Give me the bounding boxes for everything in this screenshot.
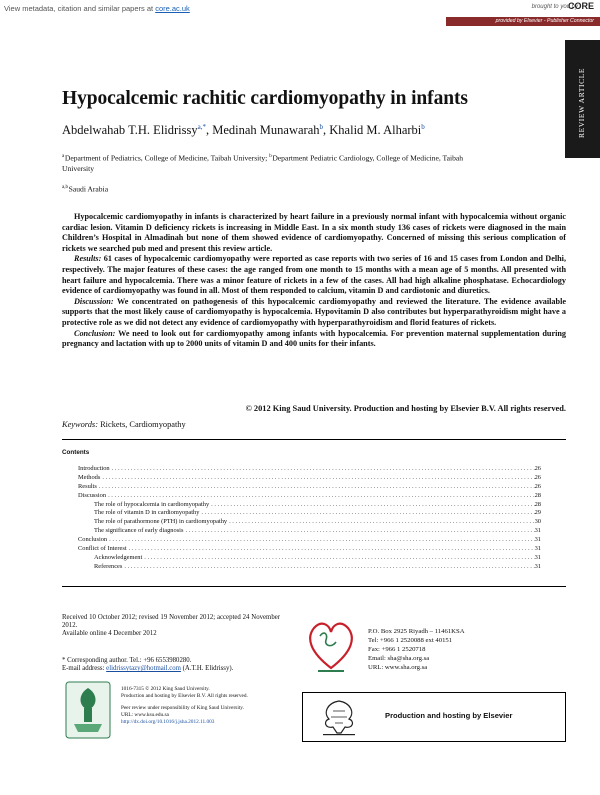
contact-url[interactable]: URL: www.sha.org.sa bbox=[368, 663, 428, 671]
affiliation-a: Department of Pediatrics, College of Medicine, Taibah University; bbox=[64, 153, 270, 163]
email-suffix: (A.T.H. Elidrissy). bbox=[180, 665, 234, 673]
toc-leader bbox=[97, 483, 535, 492]
production-line: Production and hosting by Elsevier B.V. All rights reserved. bbox=[121, 693, 248, 700]
toc-leader bbox=[227, 518, 535, 527]
fax: Fax: +966 1 2520718 bbox=[368, 645, 426, 653]
issn-line: 1016-7315 © 2012 King Saud University. bbox=[121, 686, 210, 692]
email-line bbox=[62, 665, 292, 673]
toc-leader bbox=[100, 474, 534, 483]
abstract-conclusion bbox=[62, 329, 566, 350]
contact-email[interactable]: Email: sha@sha.org.sa bbox=[368, 654, 430, 662]
author-affiliation-mark[interactable]: b bbox=[319, 123, 324, 131]
abstract-discussion bbox=[62, 297, 566, 329]
toc-entry-page: 28 bbox=[534, 491, 541, 499]
elsevier-tree-logo-icon bbox=[309, 697, 369, 739]
toc-entry[interactable] bbox=[78, 545, 541, 554]
received-line: Received 10 October 2012; revised 19 November 2012; accepted 24 November 2012. bbox=[62, 614, 280, 630]
toc-entry[interactable] bbox=[78, 492, 541, 501]
corresponding-author bbox=[62, 657, 292, 673]
toc-subentry[interactable] bbox=[78, 518, 541, 527]
available-online-line: Available online 4 December 2012 bbox=[62, 630, 157, 638]
sha-heart-logo-icon bbox=[302, 610, 360, 678]
elsevier-banner bbox=[302, 692, 566, 742]
toc-leader bbox=[107, 536, 534, 545]
toc-leader bbox=[142, 554, 534, 563]
peer-review-line: Peer review under responsibility of King Saud University. bbox=[121, 705, 244, 712]
toc-entry[interactable] bbox=[78, 465, 541, 474]
toc-entry-label: The role of vitamin D in cardiomyopathy bbox=[94, 509, 200, 517]
author-separator: , bbox=[206, 123, 213, 138]
author-name: Medinah Munawarah bbox=[212, 123, 320, 138]
abstract-intro: Hypocalcemic cardiomyopathy in infants is characterized by heart failure in a previously normal infant with hypocalcemia without organic cardiac lesion. Vitamin D deficiency rickets is increasing in Middle East. In a six month study 136 cases of rickets were diagnosed in the main Children’s Hospital in Almadinah but none of them showed evidence of cardiomyopathy. Concerned of missing this serious complication of rickets we searched pub med and present this review article. bbox=[62, 212, 566, 253]
affiliation-line-2 bbox=[62, 183, 108, 195]
article-type-label: REVIEW ARTICLE bbox=[577, 67, 586, 138]
core-metadata-prefix: View metadata, citation and similar papers at bbox=[4, 4, 156, 13]
affiliation-country: Saudi Arabia bbox=[68, 184, 109, 194]
affiliation-mark: b bbox=[269, 154, 272, 159]
toc-subentry[interactable] bbox=[78, 509, 541, 518]
po-box: P.O. Box 2925 Riyadh – 11461KSA bbox=[368, 628, 465, 635]
core-logo[interactable]: CORE bbox=[567, 1, 594, 11]
toc-leader bbox=[106, 492, 535, 501]
toc-entry-label: Results bbox=[78, 482, 97, 490]
abstract-results bbox=[62, 254, 566, 296]
toc-entry-page: 31 bbox=[534, 553, 541, 561]
copyright-notice: © 2012 King Saud University. Production and hosting by Elsevier B.V. All rights reserved. bbox=[245, 404, 566, 413]
provided-by-bar: provided by Elsevier - Publisher Connector bbox=[446, 17, 600, 26]
sha-contact bbox=[368, 628, 465, 673]
affiliation-b: Department Pediatric Cardiology, College of Medicine, Taibah University bbox=[62, 153, 464, 174]
toc-entry-label: Acknowledgement bbox=[94, 553, 143, 561]
toc-entry-page: 31 bbox=[534, 562, 541, 570]
toc-leader bbox=[110, 465, 535, 474]
author-name: Abdelwahab T.H. Elidrissy bbox=[62, 123, 198, 138]
toc-leader bbox=[122, 563, 534, 572]
affiliation-line-1 bbox=[62, 152, 482, 175]
toc-entry-label: References bbox=[94, 562, 123, 570]
brought-by-text: brought to you by bbox=[531, 4, 578, 10]
toc-entry-label: Conflict of Interest bbox=[78, 545, 127, 553]
author-name: Khalid M. Alharbi bbox=[329, 123, 422, 138]
affiliation-mark: a,b bbox=[62, 185, 68, 190]
toc-entry-label: The role of parathormone (PTH) in cardiomyopathy bbox=[94, 518, 228, 526]
abstract-results-label: Results: bbox=[74, 254, 102, 264]
core-metadata-line bbox=[4, 4, 190, 13]
abstract-results-text: 61 cases of hypocalcemic cardiomyopathy were reported as case reports with two series of 16 and 15 cases from London and Delhi, respectively. The major features of these cases: the age ranged from one month to 15 months with a mean age of 5 months. All presented with heart failure and hypocalcemia. There was a minor feature of rickets in a few of the cases. All had high alkaline phosphatase. Echocardiology evidence of cardiomyopathy was found in all. Most of them responded to calcium, vitamin D and cardiotonic and diuretics. bbox=[62, 254, 566, 296]
toc-entry-page: 31 bbox=[534, 545, 541, 553]
article-type-tab bbox=[565, 40, 600, 158]
author-list bbox=[62, 123, 425, 138]
toc-entry-label: Discussion bbox=[78, 491, 107, 499]
abstract-discussion-text: We concentrated on pathogenesis of this hypocalcemic cardiomyopathy and reviewed the literature. The evidence available supports that the most likely cause of cardiomyopathy is hypocalcemia. Hypovitamin D also contributes but hyperparathyroidism might have a protective role as we did not detect any evidence of cardiomyopathy with hyperparathyroidism and florid features of rickets. bbox=[62, 296, 566, 327]
received-dates bbox=[62, 614, 280, 639]
contents-heading: Contents bbox=[62, 449, 90, 456]
affiliation-mark: a bbox=[62, 154, 65, 159]
divider bbox=[62, 439, 566, 440]
keywords bbox=[62, 420, 186, 429]
author-affiliation-mark[interactable]: b bbox=[421, 123, 425, 131]
divider bbox=[62, 586, 566, 587]
toc-entry-page: 30 bbox=[534, 518, 541, 526]
core-banner bbox=[0, 0, 600, 25]
toc-entry-page: 28 bbox=[534, 500, 541, 508]
toc-subentry[interactable] bbox=[78, 554, 541, 563]
toc-entry-label: The role of hypocalcemia in cardiomyopathy bbox=[94, 500, 210, 508]
toc-leader bbox=[209, 501, 534, 510]
core-link[interactable]: core.ac.uk bbox=[155, 4, 190, 13]
corresponding-author-line: * Corresponding author. Tel.: +96 6553980280. bbox=[62, 657, 192, 664]
toc-entry[interactable] bbox=[78, 474, 541, 483]
toc-entry-page: 26 bbox=[534, 482, 541, 490]
author-affiliation-mark[interactable]: a,* bbox=[197, 123, 206, 131]
abstract-conclusion-label: Conclusion: bbox=[74, 328, 116, 338]
toc-leader bbox=[183, 527, 534, 536]
abstract bbox=[62, 212, 566, 350]
toc-entry-label: Introduction bbox=[78, 465, 110, 472]
toc-leader bbox=[199, 509, 534, 518]
toc-entry-label: Methods bbox=[78, 473, 101, 481]
keywords-list: Rickets, Cardiomyopathy bbox=[100, 420, 186, 429]
email-prefix: E-mail address: bbox=[62, 665, 107, 673]
ksu-url-line: URL: www.ksu.edu.sa bbox=[121, 712, 169, 719]
telephone: Tel: +966 1 2520088 ext 40151 bbox=[368, 636, 453, 644]
abstract-conclusion-text: We need to look out for cardiomyopathy among infants with hypocalcemia. For prevention maternal supplementation during pregnancy and lactation with up to 2000 units of vitamin D and 400 units for their infants. bbox=[62, 328, 566, 349]
toc-leader bbox=[127, 545, 535, 554]
toc-entry-page: 26 bbox=[534, 473, 541, 481]
toc-entry-page: 26 bbox=[534, 465, 541, 472]
toc-entry-page: 31 bbox=[534, 527, 541, 535]
toc-subentry[interactable] bbox=[78, 527, 541, 536]
toc-subentry[interactable] bbox=[78, 501, 541, 510]
toc-entry[interactable] bbox=[78, 483, 541, 492]
elsevier-production-label: Production and hosting by Elsevier bbox=[385, 711, 513, 720]
toc-entry-label: Conclusion bbox=[78, 536, 108, 544]
toc-entry-page: 31 bbox=[534, 536, 541, 544]
doi-link[interactable]: http://dx.doi.org/10.1016/j.jsha.2012.11.003 bbox=[121, 719, 215, 726]
ksu-logo-icon bbox=[64, 680, 112, 740]
table-of-contents bbox=[78, 465, 541, 572]
abstract-discussion-label: Discussion: bbox=[74, 296, 114, 306]
publisher-info bbox=[121, 686, 248, 726]
toc-subentry[interactable] bbox=[78, 563, 541, 572]
article-title: Hypocalcemic rachitic cardiomyopathy in infants bbox=[62, 88, 468, 109]
toc-entry-page: 29 bbox=[534, 509, 541, 517]
keywords-label: Keywords: bbox=[62, 420, 98, 429]
author-separator: , bbox=[323, 123, 330, 138]
author-email-link[interactable]: elidrissytazy@hotmail.com bbox=[106, 665, 181, 673]
toc-entry-label: The significance of early diagnosis bbox=[94, 527, 184, 535]
toc-entry[interactable] bbox=[78, 536, 541, 545]
